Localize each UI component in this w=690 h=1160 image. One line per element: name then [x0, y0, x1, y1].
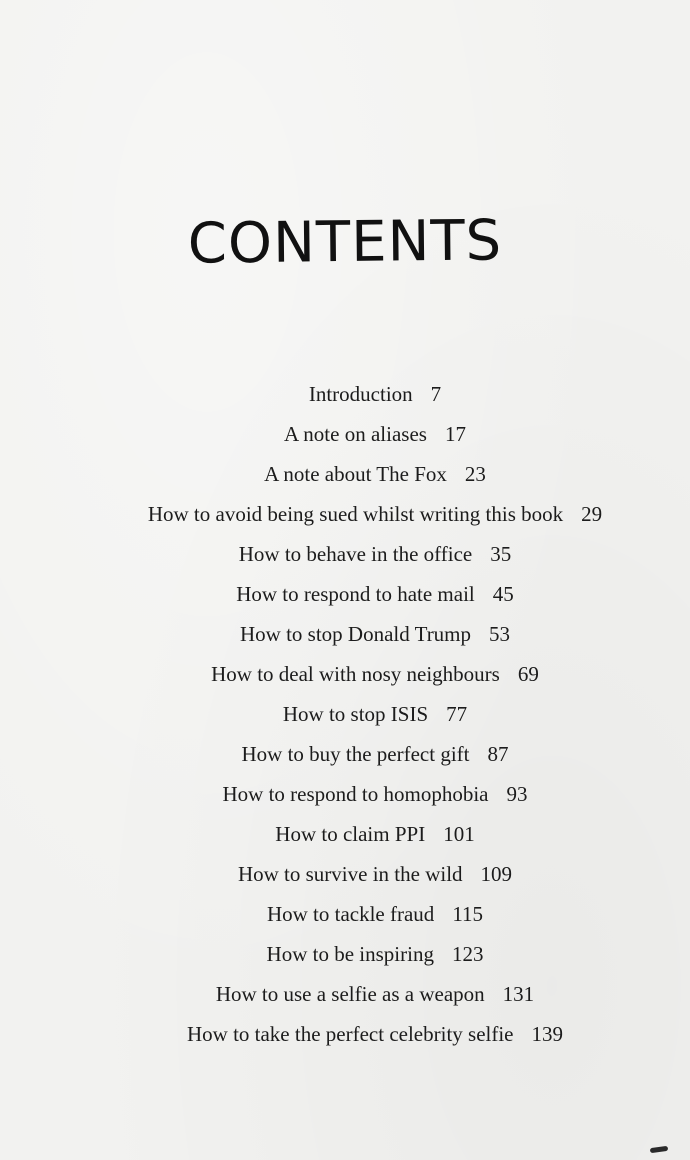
table-of-contents [0, 374, 690, 1054]
toc-entry [0, 454, 690, 494]
toc-entry-page: 7 [430, 382, 442, 406]
toc-entry-title: Introduction [308, 382, 413, 406]
toc-entry-title: How to stop Donald Trump [239, 622, 472, 646]
toc-entry [0, 534, 690, 574]
toc-entry-page: 109 [480, 862, 513, 886]
toc-entry-page: 139 [531, 1022, 563, 1046]
toc-entry [0, 734, 690, 774]
toc-entry-page: 93 [506, 782, 528, 806]
toc-entry-title: How to deal with nosy neighbours [211, 662, 500, 686]
toc-entry-title: How to survive in the wild [237, 862, 463, 886]
toc-entry-page: 53 [489, 622, 511, 646]
toc-entry [0, 494, 690, 534]
toc-entry-title: How to avoid being sued whilst writing this book [147, 502, 564, 526]
toc-entry [0, 894, 690, 934]
toc-entry [0, 934, 690, 974]
toc-entry [0, 814, 690, 854]
toc-entry-page: 23 [464, 462, 486, 486]
toc-entry-title: How to behave in the office [238, 542, 473, 566]
toc-entry [0, 974, 690, 1014]
toc-entry-page: 87 [487, 742, 509, 766]
toc-entry-page: 123 [451, 942, 484, 966]
toc-entry-page: 17 [444, 422, 466, 446]
toc-entry-page: 29 [581, 502, 603, 526]
toc-entry-title: How to respond to hate mail [236, 582, 475, 606]
toc-entry-page: 45 [492, 582, 514, 606]
toc-entry-title: How to stop ISIS [282, 702, 429, 726]
toc-entry [0, 414, 690, 454]
toc-entry [0, 614, 690, 654]
toc-entry [0, 574, 690, 614]
toc-entry-page: 101 [443, 822, 475, 846]
toc-entry-title: How to buy the perfect gift [241, 742, 470, 766]
toc-entry-title: How to respond to homophobia [222, 782, 489, 806]
toc-entry-page: 115 [452, 902, 484, 926]
contents-heading: CONTENTS [187, 207, 503, 277]
toc-entry-title: How to use a selfie as a weapon [215, 982, 485, 1006]
toc-entry-title: How to take the perfect celebrity selfie [186, 1022, 514, 1046]
toc-entry [0, 774, 690, 814]
toc-entry-title: How to tackle fraud [266, 902, 435, 926]
toc-entry [0, 854, 690, 894]
toc-entry-page: 35 [490, 542, 512, 566]
toc-entry [0, 694, 690, 734]
toc-entry [0, 374, 690, 414]
toc-entry [0, 654, 690, 694]
toc-entry-page: 77 [446, 702, 468, 726]
paper-mark [650, 1146, 669, 1153]
toc-entry-title: How to be inspiring [266, 942, 434, 966]
toc-entry-page: 131 [502, 982, 535, 1006]
toc-entry-title: A note about The Fox [264, 462, 447, 486]
toc-entry-title: A note on aliases [284, 422, 427, 446]
toc-entry-title: How to claim PPI [275, 822, 426, 846]
toc-entry-page: 69 [517, 662, 539, 686]
toc-entry [0, 1014, 690, 1054]
